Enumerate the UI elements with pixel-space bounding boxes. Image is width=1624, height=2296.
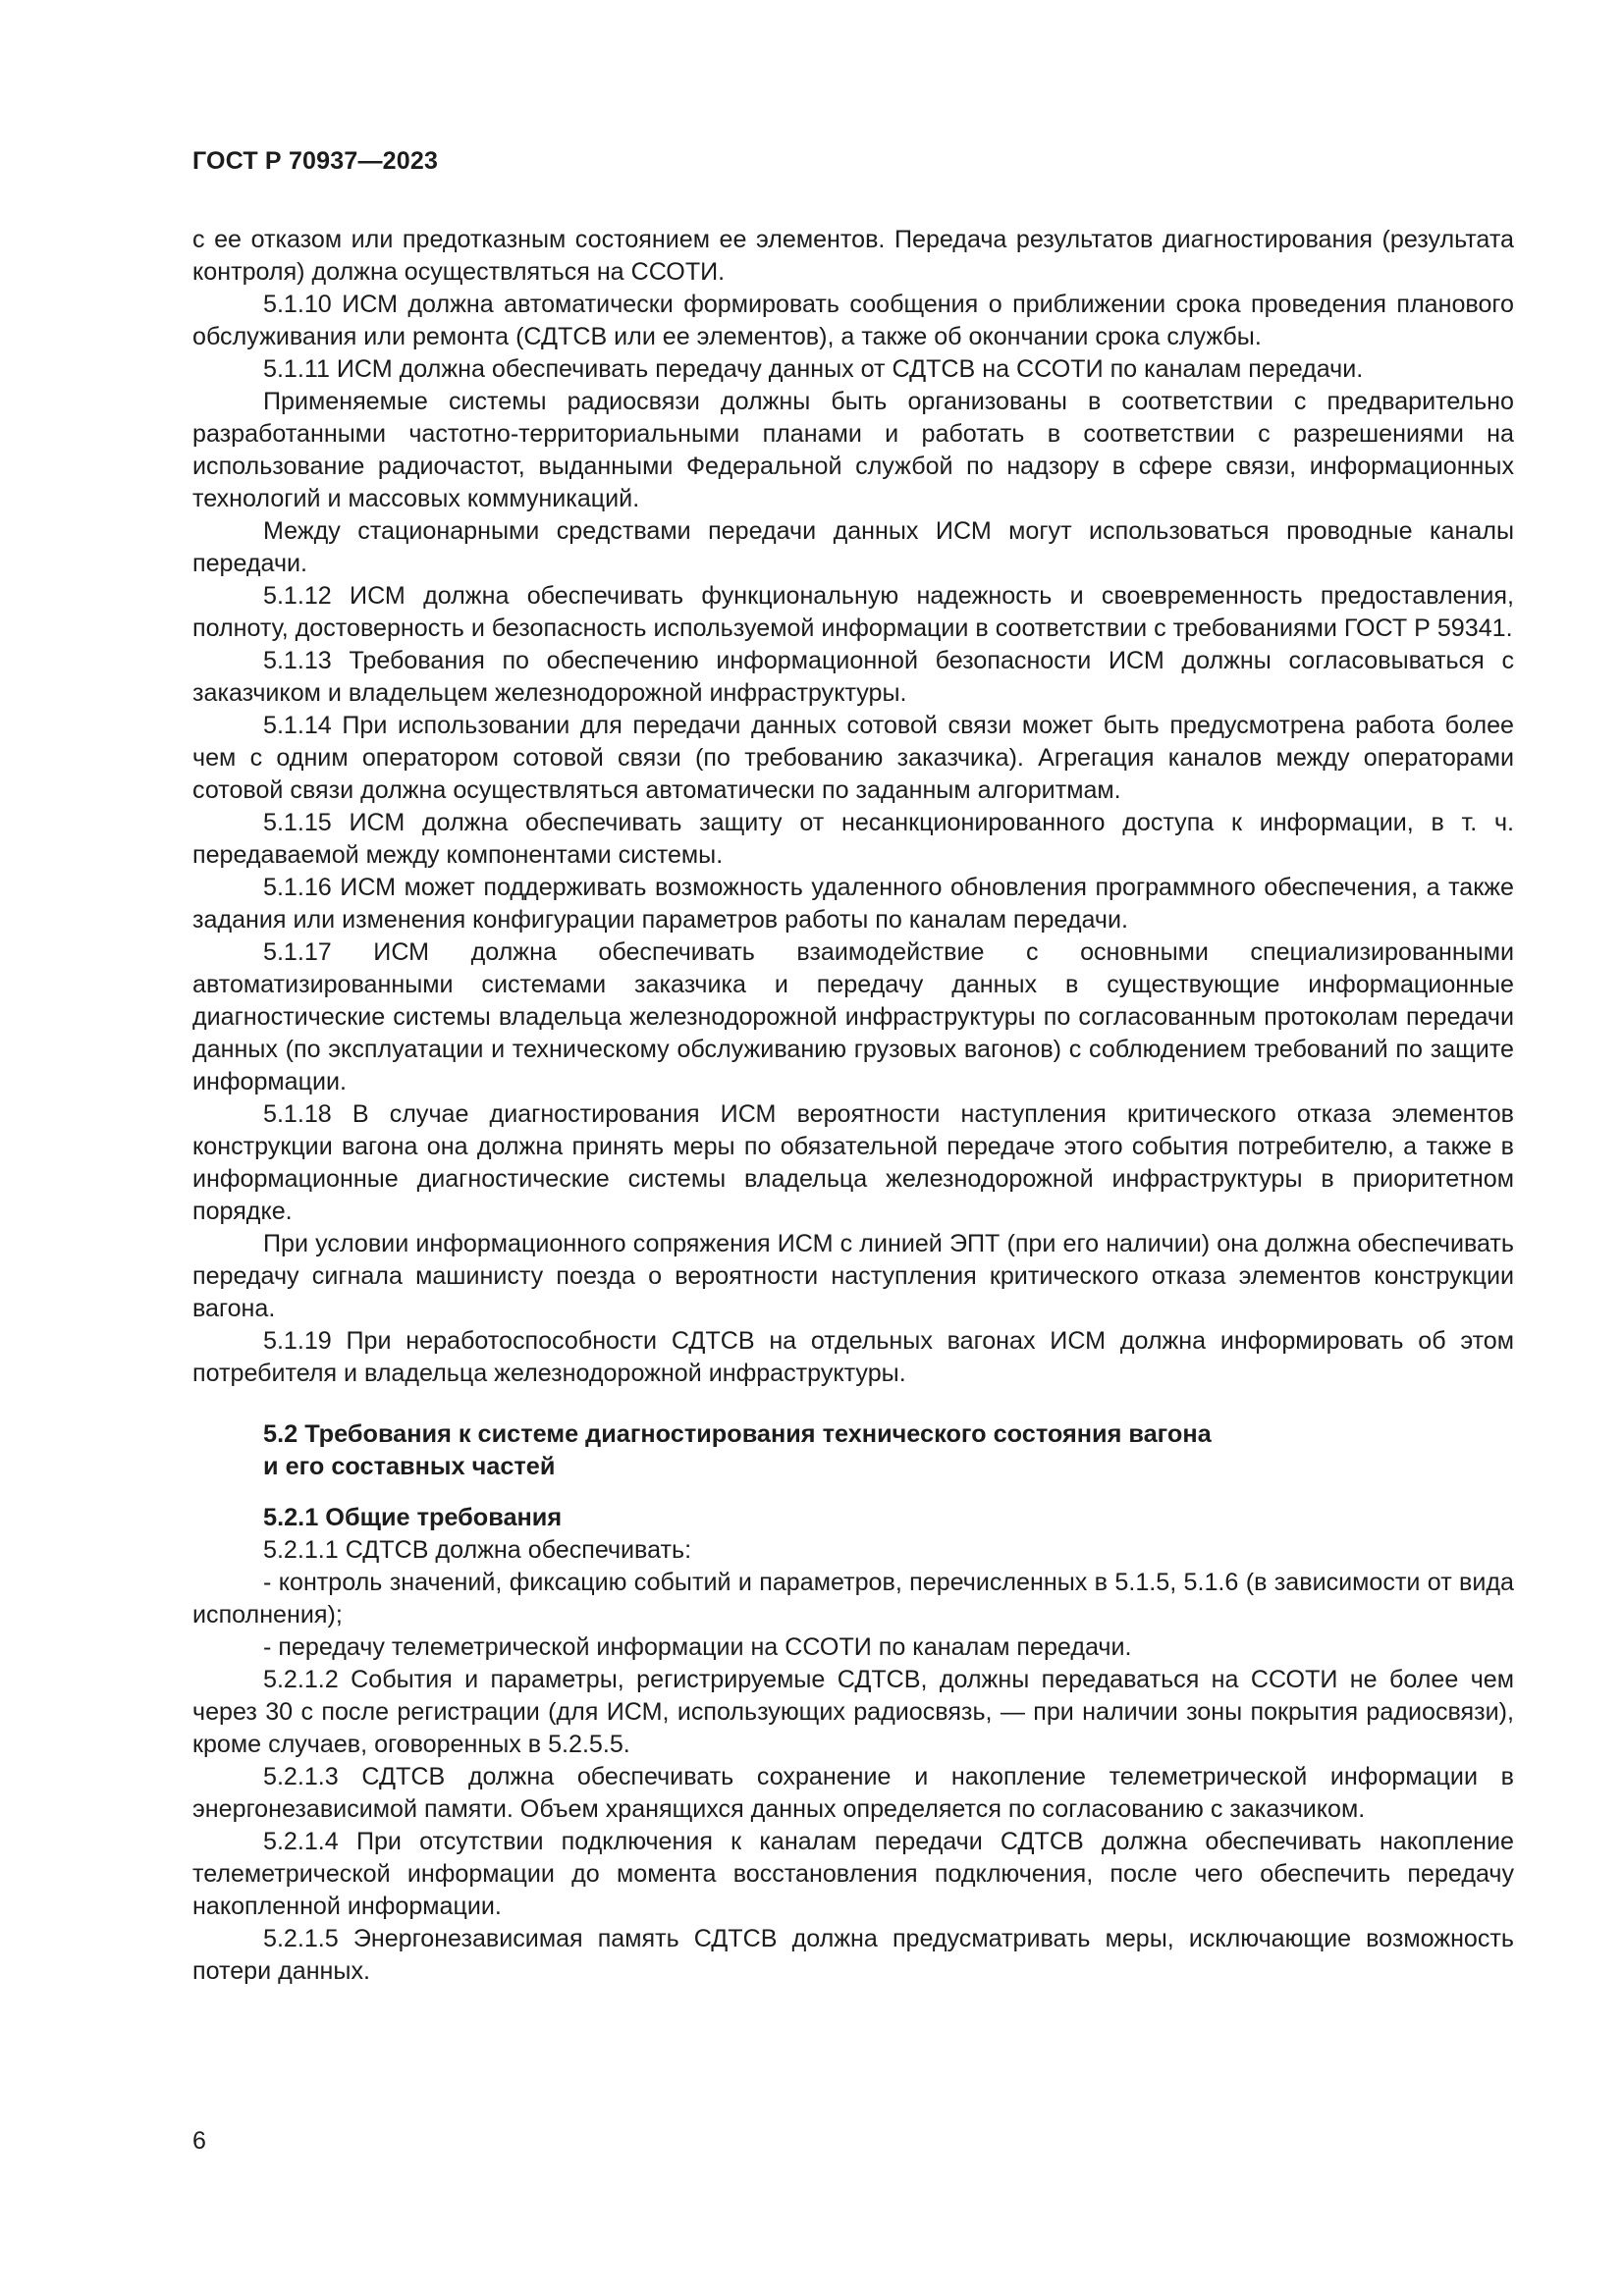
list-item: - передачу телеметрической информации на ССОТИ по каналам передачи.	[263, 1633, 1132, 1661]
section-heading-line: и его составных частей	[263, 1453, 556, 1480]
section-heading-line: 5.2 Требования к системе диагностирования технического состояния вагона	[263, 1420, 1212, 1448]
paragraph: При условии информационного сопряжения ИСМ с линией ЭПТ (при его наличии) она должна обеспечивать передачу сигнала машинисту поезда о вероятности наступления критического отказа элементов конструкции вагона.	[192, 1230, 1514, 1322]
paragraph: 5.1.13 Требования по обеспечению информационной безопасности ИСМ должны согласовываться с заказчиком и владельцем железнодорожной инфраструктуры.	[192, 647, 1514, 707]
paragraph: 5.2.1.3 СДТСВ должна обеспечивать сохранение и накопление телеметрической информации в энергонезависимой памяти. Объем хранящихся данных определяется по согласованию с заказчиком.	[192, 1763, 1514, 1823]
paragraph: 5.1.14 При использовании для передачи данных сотовой связи может быть предусмотрена работа более чем с одним оператором сотовой связи (по требованию заказчика). Агрегация каналов между операторами сотовой связи должна осуществляться автоматически по заданным алгоритмам.	[192, 712, 1514, 804]
subsection-heading: 5.2.1 Общие требования	[263, 1504, 563, 1531]
list-item: - контроль значений, фиксацию событий и параметров, перечисленных в 5.1.5, 5.1.6 (в зависимости от вида исполнения);	[192, 1569, 1514, 1629]
paragraph: 5.2.1.5 Энергонезависимая память СДТСВ должна предусматривать меры, исключающие возможность потери данных.	[192, 1925, 1514, 1985]
paragraph: Применяемые системы радиосвязи должны быть организованы в соответствии с предварительно разработанными частотно-территориальными планами и работать в соответствии с разрешениями на использование радиочастот, выданными Федеральной службой по надзору в сфере связи, информационных технологий и массовых коммуникаций.	[192, 388, 1514, 512]
paragraph: 5.1.17 ИСМ должна обеспечивать взаимодействие с основными специализированными автоматизированными системами заказчика и передачу данных в существующие информационные диагностические системы владельца железнодорожной инфраструктуры по согласованным протоколам передачи данных (по эксплуатации и техническому обслуживанию грузовых вагонов) с соблюдением требований по защите информации.	[192, 938, 1514, 1095]
paragraph: 5.2.1.2 События и параметры, регистрируемые СДТСВ, должны передаваться на ССОТИ не более чем через 30 с после регистрации (для ИСМ, использующих радиосвязь, — при наличии зоны покрытия радиосвязи), кроме случаев, оговоренных в 5.2.5.5.	[192, 1666, 1514, 1758]
paragraph: 5.1.11 ИСМ должна обеспечивать передачу данных от СДТСВ на ССОТИ по каналам передачи.	[263, 355, 1364, 383]
document-header-id: ГОСТ Р 70937—2023	[192, 147, 439, 175]
paragraph: 5.1.15 ИСМ должна обеспечивать защиту от несанкционированного доступа к информации, в т. ч. передаваемой между компонентами системы.	[192, 809, 1514, 869]
document-body	[192, 224, 1514, 1988]
paragraph: Между стационарными средствами передачи данных ИСМ могут использоваться проводные каналы передачи.	[192, 517, 1514, 577]
section-heading	[192, 1418, 1514, 1483]
paragraph: 5.1.12 ИСМ должна обеспечивать функциональную надежность и своевременность предоставления, полноту, достоверность и безопасность используемой информации в соответствии с требованиями ГОСТ Р 59341.	[192, 582, 1514, 642]
paragraph: 5.2.1.1 СДТСВ должна обеспечивать:	[263, 1536, 692, 1564]
page-number: 6	[192, 2127, 206, 2155]
paragraph: с ее отказом или предотказным состоянием ее элементов. Передача результатов диагностирования (результата контроля) должна осуществляться на ССОТИ.	[192, 226, 1514, 286]
paragraph: 5.1.10 ИСМ должна автоматически формировать сообщения о приближении срока проведения планового обслуживания или ремонта (СДТСВ или ее элементов), а также об окончании срока службы.	[192, 291, 1514, 350]
paragraph: 5.1.19 При неработоспособности СДТСВ на отдельных вагонах ИСМ должна информировать об этом потребителя и владельца железнодорожной инфраструктуры.	[192, 1327, 1514, 1387]
paragraph: 5.2.1.4 При отсутствии подключения к каналам передачи СДТСВ должна обеспечивать накопление телеметрической информации до момента восстановления подключения, после чего обеспечить передачу накопленной информации.	[192, 1828, 1514, 1920]
paragraph: 5.1.16 ИСМ может поддерживать возможность удаленного обновления программного обеспечения, а также задания или изменения конфигурации параметров работы по каналам передачи.	[192, 874, 1514, 934]
paragraph: 5.1.18 В случае диагностирования ИСМ вероятности наступления критического отказа элементов конструкции вагона она должна принять меры по обязательной передаче этого события потребителю, а также в информационные диагностические системы владельца железнодорожной инфраструктуры в приоритетном порядке.	[192, 1100, 1514, 1225]
